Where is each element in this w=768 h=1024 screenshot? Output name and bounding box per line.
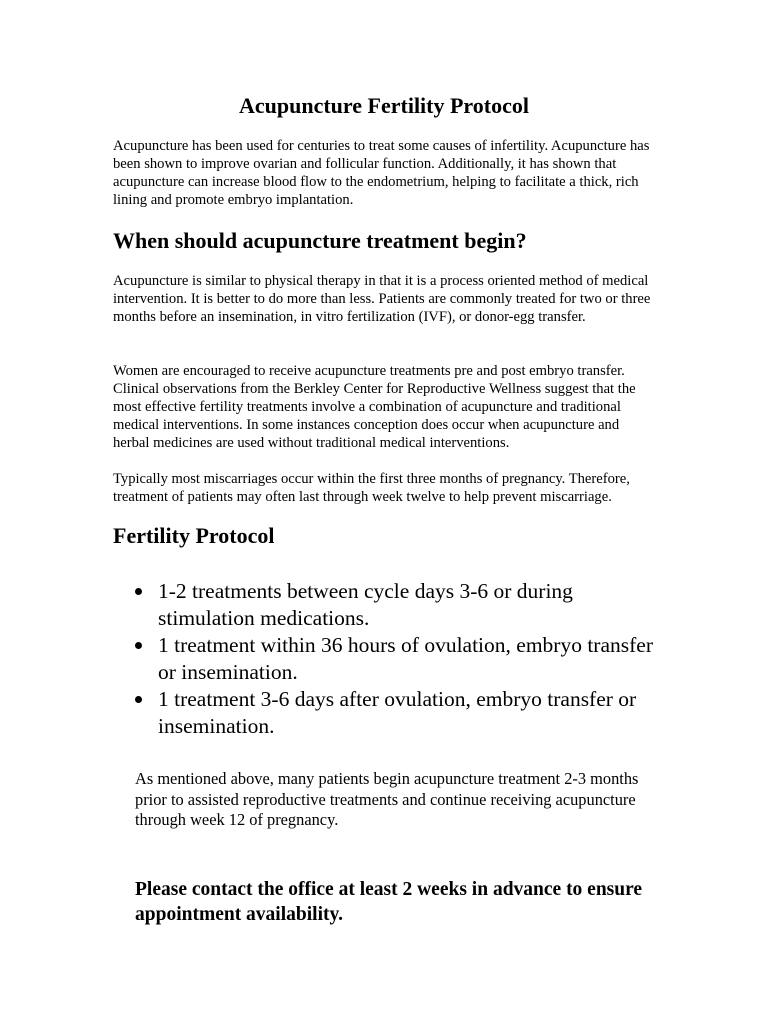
paragraph-miscarriage: Typically most miscarriages occur within the first three months of pregnancy. Therefore, treatment of patients may often last through week twelve to help prevent miscarriage.: [113, 471, 630, 505]
page-title: Acupuncture Fertility Protocol: [238, 93, 530, 118]
contact-note: Please contact the office at least 2 weeks in advance to ensure appointment availability.: [135, 879, 643, 925]
bullet-icon: [135, 642, 142, 649]
list-item-text: 1-2 treatments between cycle days 3-6 or during stimulation medications.: [158, 579, 573, 630]
paragraph-pre-post-transfer: Women are encouraged to receive acupuncture treatments pre and post embryo transfer. Clinical observations from the Berkley Center for Reproductive Wellness suggest that the most effective fertility treatments involve a combination of acupuncture and traditional medical interventions. In some instances conception does occur when acupuncture and herbal medicines are used without traditional medical interventions.: [113, 363, 636, 451]
list-item: [135, 578, 655, 632]
list-item-text: 1 treatment 3-6 days after ovulation, embryo transfer or insemination.: [158, 687, 637, 738]
list-item: [135, 686, 655, 740]
protocol-list: [135, 578, 655, 740]
section-heading-when: When should acupuncture treatment begin?: [113, 228, 527, 253]
bullet-icon: [135, 588, 142, 595]
closing-paragraph: As mentioned above, many patients begin acupuncture treatment 2-3 months prior to assisted reproductive treatments and continue receiving acupuncture through week 12 of pregnancy.: [135, 769, 639, 829]
bullet-icon: [135, 696, 142, 703]
section-heading-protocol: Fertility Protocol: [113, 523, 275, 548]
list-item: [135, 632, 655, 686]
paragraph-treatment-timing: Acupuncture is similar to physical therapy in that it is a process oriented method of medical intervention. It is better to do more than less. Patients are commonly treated for two or three months before an insemination, in vitro fertilization (IVF), or donor-egg transfer.: [113, 273, 651, 325]
intro-paragraph: Acupuncture has been used for centuries to treat some causes of infertility. Acupuncture has been shown to improve ovarian and follicular function. Additionally, it has shown that acupuncture can increase blood flow to the endometrium, helping to facilitate a thick, rich lining and promote embryo implantation.: [113, 138, 650, 208]
list-item-text: 1 treatment within 36 hours of ovulation, embryo transfer or insemination.: [158, 633, 653, 684]
